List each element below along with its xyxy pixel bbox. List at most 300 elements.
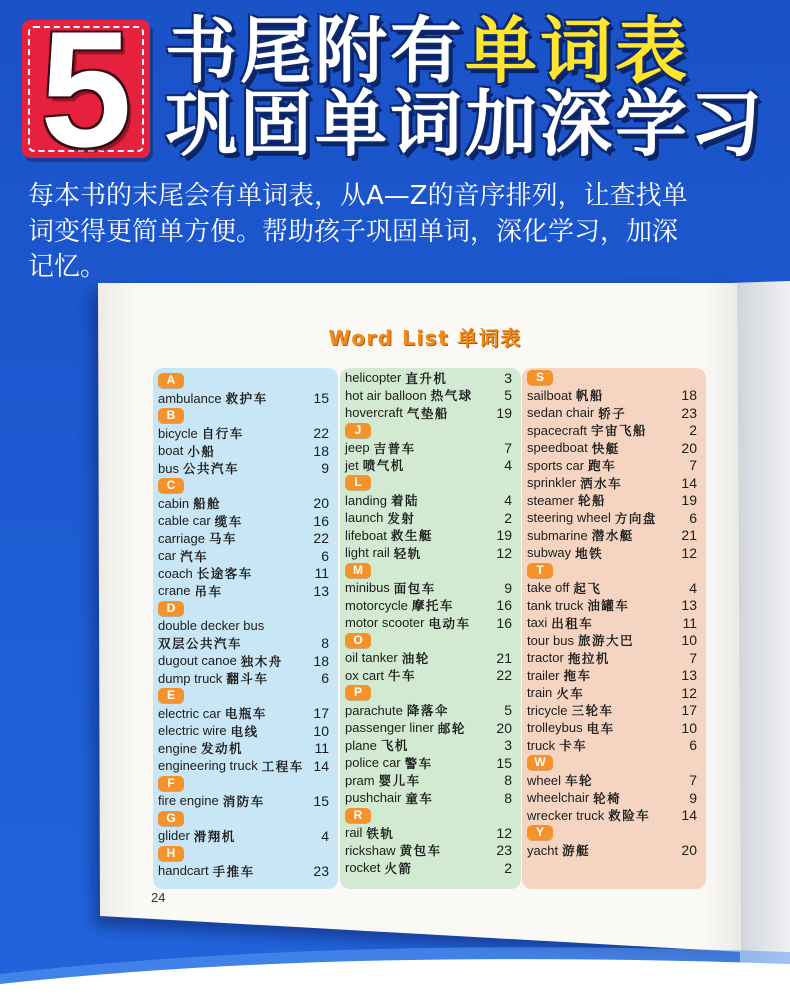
english-word: steering wheel (527, 510, 611, 526)
word-entry (158, 635, 329, 653)
chinese-translation: 小船 (187, 443, 216, 459)
page-reference: 9 (504, 579, 512, 596)
word-entry (527, 632, 697, 650)
chinese-translation: 着陆 (390, 493, 419, 509)
letter-badge: O (345, 633, 371, 648)
chinese-translation: 缆车 (214, 513, 243, 529)
page-reference: 10 (313, 722, 329, 739)
word-entry (158, 757, 329, 775)
page-reference: 13 (681, 597, 697, 614)
page-reference: 2 (689, 422, 697, 439)
word-entry (527, 527, 697, 545)
word-entry (527, 457, 697, 475)
word-entry (527, 439, 697, 457)
page-reference: 4 (321, 827, 329, 844)
chinese-translation: 轻轨 (393, 545, 422, 561)
chinese-translation: 独木舟 (240, 653, 283, 669)
word-entry (345, 702, 512, 720)
english-word: lifeboat (345, 527, 387, 543)
chinese-translation: 起飞 (573, 580, 602, 596)
word-entry (345, 859, 512, 877)
letter-heading (345, 562, 512, 580)
chinese-translation: 翻斗车 (226, 671, 269, 687)
english-word: dugout canoe (158, 653, 237, 669)
headline-prefix: 书尾附有 (165, 9, 466, 93)
chinese-translation: 宇宙飞船 (590, 423, 647, 439)
page-reference: 11 (314, 565, 329, 582)
word-entry (527, 509, 697, 527)
page-reference: 22 (313, 530, 329, 547)
page-reference: 3 (504, 737, 512, 754)
english-word: tank truck (527, 597, 584, 613)
page-reference: 12 (496, 824, 512, 841)
chinese-translation: 马车 (208, 531, 237, 547)
word-entry (158, 495, 329, 513)
english-word: sedan chair (527, 405, 595, 421)
page-reference: 11 (314, 740, 329, 757)
english-word: rail (345, 825, 363, 841)
english-word: truck (527, 737, 556, 753)
page-reference: 16 (496, 614, 512, 631)
english-word: ambulance (158, 390, 222, 406)
chinese-translation: 牛车 (388, 668, 417, 684)
letter-heading (158, 775, 329, 793)
word-entry (158, 547, 329, 565)
word-entry (345, 754, 512, 772)
word-entry (527, 422, 697, 440)
chinese-translation: 三轮车 (571, 703, 614, 719)
word-entry (158, 827, 329, 845)
letter-badge: G (158, 811, 184, 826)
page-reference: 20 (496, 719, 512, 736)
chinese-translation: 喷气机 (362, 458, 405, 474)
page-reference: 8 (504, 772, 512, 789)
letter-badge: W (527, 755, 553, 770)
english-word: pushchair (345, 790, 402, 806)
chinese-translation: 地铁 (575, 545, 604, 561)
page-reference: 12 (681, 684, 697, 701)
word-entry (527, 492, 697, 510)
chinese-translation: 气垫船 (406, 405, 449, 421)
letter-badge: B (158, 408, 184, 423)
chinese-translation: 吊车 (194, 583, 223, 599)
word-entry (345, 597, 512, 615)
word-list-title (295, 322, 555, 351)
page-reference: 5 (504, 702, 512, 719)
chinese-translation: 发动机 (201, 741, 244, 757)
english-word: yacht (527, 842, 559, 858)
word-list-title-en: Word List (328, 326, 450, 350)
word-entry (345, 404, 512, 422)
word-column (153, 368, 338, 889)
page-reference: 10 (681, 632, 697, 649)
chinese-translation: 游艇 (562, 843, 591, 859)
page-reference: 4 (504, 492, 512, 509)
page-reference: 8 (321, 635, 329, 652)
word-entry (527, 772, 697, 790)
chinese-translation: 火车 (556, 685, 585, 701)
word-entry (527, 614, 697, 632)
english-word: electric car (158, 705, 221, 721)
english-word: rocket (345, 860, 381, 876)
page-reference: 18 (681, 387, 697, 404)
english-word: train (527, 685, 553, 701)
word-entry (158, 565, 329, 583)
page-reference: 19 (496, 527, 512, 544)
chinese-translation: 帆船 (575, 388, 604, 404)
description-line: 词变得更简单方便。帮助孩子巩固单词，深化学习，加深 (28, 216, 679, 247)
english-word: trolleybus (527, 720, 583, 736)
word-column (522, 368, 706, 889)
word-entry (527, 649, 697, 667)
chinese-translation: 滑翔机 (193, 828, 236, 844)
chinese-translation: 火箭 (384, 860, 413, 876)
page-reference: 4 (504, 457, 512, 474)
letter-heading (158, 477, 329, 495)
chinese-translation: 车轮 (564, 773, 593, 789)
page-reference: 6 (689, 509, 697, 526)
chinese-translation: 黄包车 (399, 843, 442, 859)
chinese-translation: 快艇 (591, 440, 620, 456)
word-entry (527, 474, 697, 492)
word-entry (527, 579, 697, 597)
english-word: helicopter (345, 370, 402, 386)
english-word: rickshaw (345, 842, 396, 858)
chinese-translation: 直升机 (405, 370, 448, 386)
chinese-translation: 电车 (586, 720, 615, 736)
word-entry (527, 842, 697, 860)
english-word: jet (345, 457, 359, 473)
english-word: bicycle (158, 425, 198, 441)
english-word: pram (345, 772, 375, 788)
word-entry (158, 390, 329, 408)
chinese-translation: 摩托车 (411, 598, 454, 614)
word-entry (527, 702, 697, 720)
page-reference: 2 (504, 859, 512, 876)
english-word: crane (158, 583, 191, 599)
word-entry (345, 492, 512, 510)
page-reference: 6 (689, 737, 697, 754)
english-word: light rail (345, 545, 390, 561)
page-reference: 20 (681, 842, 697, 859)
chinese-translation: 公共汽车 (182, 461, 239, 477)
english-word: passenger liner (345, 720, 434, 736)
letter-badge: L (345, 475, 371, 490)
english-word: subway (527, 545, 572, 561)
page-reference: 19 (496, 404, 512, 421)
word-entry (158, 670, 329, 688)
page-reference: 14 (681, 807, 697, 824)
chinese-translation: 吉普车 (373, 440, 416, 456)
letter-heading (345, 807, 512, 825)
word-entry (527, 684, 697, 702)
page-reference: 15 (496, 754, 512, 771)
english-word: engineering truck (158, 758, 258, 774)
page-reference: 5 (504, 387, 512, 404)
chinese-translation: 汽车 (180, 548, 209, 564)
headline-line-2: 巩固单词加深学习 (165, 82, 766, 166)
english-word: take off (527, 580, 570, 596)
letter-heading (345, 632, 512, 650)
chinese-translation: 洒水车 (580, 475, 623, 491)
page-reference: 6 (321, 670, 329, 687)
page-reference: 12 (681, 544, 697, 561)
english-word: ox cart (345, 667, 385, 683)
english-word: boat (158, 443, 184, 459)
chinese-translation: 卡车 (559, 738, 588, 754)
page-reference: 12 (496, 544, 512, 561)
chinese-translation: 轮船 (577, 493, 606, 509)
page-reference: 18 (313, 652, 329, 669)
word-column (340, 368, 521, 889)
english-word: sprinkler (527, 475, 577, 491)
word-entry (527, 544, 697, 562)
english-word: trailer (527, 667, 560, 683)
letter-badge: H (158, 846, 184, 861)
english-word: sports car (527, 457, 585, 473)
word-entry (158, 862, 329, 880)
word-entry (158, 512, 329, 530)
chinese-translation: 方向盘 (614, 510, 657, 526)
chinese-translation: 警车 (404, 755, 433, 771)
letter-heading (158, 407, 329, 425)
description-line: 每本书的末尾会有单词表，从A—Z的音序排列，让查找单 (28, 181, 688, 211)
page-reference: 23 (681, 404, 697, 421)
page-reference: 18 (313, 442, 329, 459)
word-entry (345, 614, 512, 632)
word-entry (158, 582, 329, 600)
word-entry (158, 530, 329, 548)
english-word: hot air balloon (345, 387, 427, 403)
letter-heading (158, 372, 329, 390)
page-reference: 17 (313, 705, 329, 722)
word-entry (158, 722, 329, 740)
chinese-translation: 出租车 (551, 615, 594, 631)
page-reference: 4 (689, 579, 697, 596)
word-entry (345, 579, 512, 597)
page-reference: 16 (313, 512, 329, 529)
word-entry (345, 824, 512, 842)
letter-badge: D (158, 601, 184, 616)
page-number: 24 (151, 890, 166, 905)
word-entry (158, 652, 329, 670)
chinese-translation: 电线 (230, 723, 259, 739)
english-word: plane (345, 737, 377, 753)
word-entry (527, 807, 697, 825)
chinese-translation: 铁轨 (366, 825, 395, 841)
page-reference: 22 (313, 425, 329, 442)
page-reference: 7 (689, 649, 697, 666)
english-word: handcart (158, 863, 209, 879)
english-word: electric wire (158, 723, 227, 739)
feature-number: 5 (40, 0, 132, 181)
page-reference: 20 (313, 495, 329, 512)
page-reference: 14 (681, 474, 697, 491)
word-entry (527, 737, 697, 755)
letter-heading (158, 810, 329, 828)
page-reference: 8 (504, 789, 512, 806)
chinese-translation: 船舱 (193, 496, 222, 512)
chinese-translation: 降落伞 (406, 703, 449, 719)
english-word: car (158, 548, 177, 564)
english-word: dump truck (158, 670, 223, 686)
letter-badge: P (345, 685, 371, 700)
chinese-translation: 拖车 (563, 668, 592, 684)
chinese-translation: 手推车 (212, 863, 255, 879)
chinese-translation: 轮椅 (593, 790, 622, 806)
word-entry (527, 667, 697, 685)
english-word: wrecker truck (527, 807, 605, 823)
english-word: cabin (158, 495, 190, 511)
word-entry (345, 527, 512, 545)
letter-badge: M (345, 563, 371, 578)
english-word: spacecraft (527, 422, 587, 438)
word-entry (527, 404, 697, 422)
letter-heading (527, 369, 697, 387)
word-entry (158, 442, 329, 460)
english-word: tour bus (527, 632, 574, 648)
english-word: bus (158, 460, 179, 476)
english-word: carriage (158, 530, 205, 546)
letter-heading (527, 754, 697, 772)
chinese-translation: 婴儿车 (378, 773, 421, 789)
page-reference: 19 (681, 492, 697, 509)
page-reference: 15 (313, 390, 329, 407)
page-reference: 3 (504, 369, 512, 386)
chinese-translation: 旅游大巴 (577, 633, 634, 649)
page-reference: 15 (313, 792, 329, 809)
english-word: cable car (158, 513, 211, 529)
chinese-translation: 长途客车 (196, 566, 253, 582)
english-word: landing (345, 492, 387, 508)
english-word: minibus (345, 580, 390, 596)
page-reference: 2 (504, 509, 512, 526)
word-entry (158, 425, 329, 443)
letter-heading (345, 422, 512, 440)
word-entry (158, 617, 329, 635)
word-entry (527, 597, 697, 615)
letter-badge: R (345, 808, 371, 823)
english-word: oil tanker (345, 650, 398, 666)
page-reference: 7 (689, 772, 697, 789)
chinese-translation: 拖拉机 (567, 650, 610, 666)
word-entry (345, 387, 512, 405)
word-entry (527, 719, 697, 737)
letter-heading (527, 562, 697, 580)
page-reference: 13 (681, 667, 697, 684)
chinese-translation: 轿子 (598, 405, 627, 421)
letter-badge: S (527, 370, 553, 385)
english-word: fire engine (158, 793, 219, 809)
page-reference: 9 (689, 789, 697, 806)
page-reference: 21 (496, 649, 512, 666)
page-reference: 17 (681, 702, 697, 719)
english-word: coach (158, 565, 193, 581)
page-reference: 23 (496, 842, 512, 859)
chinese-translation: 消防车 (222, 793, 265, 809)
letter-badge: J (345, 423, 371, 438)
english-word: wheel (527, 772, 561, 788)
word-entry (345, 719, 512, 737)
headline-highlight: 单词表 (465, 9, 691, 93)
word-entry (345, 842, 512, 860)
english-word: motor scooter (345, 615, 425, 631)
letter-heading (527, 824, 697, 842)
letter-heading (345, 684, 512, 702)
page-reference: 22 (496, 667, 512, 684)
word-entry (345, 369, 512, 387)
english-word: speedboat (527, 440, 588, 456)
page-reference: 6 (321, 547, 329, 564)
chinese-translation: 邮轮 (437, 720, 466, 736)
word-entry (345, 509, 512, 527)
word-entry (345, 649, 512, 667)
page-reference: 11 (682, 614, 697, 631)
letter-heading (158, 687, 329, 705)
word-entry (158, 460, 329, 478)
chinese-translation: 油轮 (401, 650, 430, 666)
english-word: steamer (527, 492, 574, 508)
chinese-translation: 工程车 (261, 758, 304, 774)
chinese-translation: 救险车 (608, 808, 651, 824)
word-entry (345, 667, 512, 685)
english-word: jeep (345, 440, 370, 456)
chinese-translation: 救生艇 (390, 528, 433, 544)
page-reference: 14 (313, 757, 329, 774)
chinese-translation: 自行车 (201, 426, 244, 442)
letter-badge: E (158, 688, 184, 703)
english-word: motorcycle (345, 597, 408, 613)
english-word: tractor (527, 650, 564, 666)
word-entry (345, 772, 512, 790)
chinese-translation: 童车 (405, 790, 434, 806)
chinese-translation: 潜水艇 (591, 528, 634, 544)
english-word: double decker bus (158, 618, 265, 634)
chinese-translation: 面包车 (393, 580, 436, 596)
word-entry (158, 740, 329, 758)
feature-number-badge (22, 0, 150, 181)
letter-badge: T (527, 563, 553, 578)
english-word: parachute (345, 702, 403, 718)
word-entry (158, 792, 329, 810)
english-word: glider (158, 828, 190, 844)
page-reference: 16 (496, 597, 512, 614)
page-reference: 13 (313, 582, 329, 599)
chinese-translation: 油罐车 (587, 598, 630, 614)
letter-heading (158, 600, 329, 618)
chinese-translation: 发射 (387, 510, 416, 526)
word-entry (345, 439, 512, 457)
description (28, 179, 688, 286)
word-entry (527, 387, 697, 405)
page-reference: 9 (321, 460, 329, 477)
letter-badge: C (158, 478, 184, 493)
english-word: sailboat (527, 387, 572, 403)
english-word: tricycle (527, 702, 568, 718)
english-word: launch (345, 510, 384, 526)
word-entry (345, 789, 512, 807)
letter-badge: A (158, 373, 184, 388)
english-word: submarine (527, 527, 588, 543)
page-reference: 20 (681, 439, 697, 456)
chinese-translation: 双层公共汽车 (158, 636, 243, 652)
page-reference: 23 (313, 862, 329, 879)
headline (165, 9, 766, 166)
description-line: 记忆。 (28, 252, 107, 282)
chinese-translation: 飞机 (380, 738, 409, 754)
word-entry (345, 457, 512, 475)
word-entry (527, 789, 697, 807)
